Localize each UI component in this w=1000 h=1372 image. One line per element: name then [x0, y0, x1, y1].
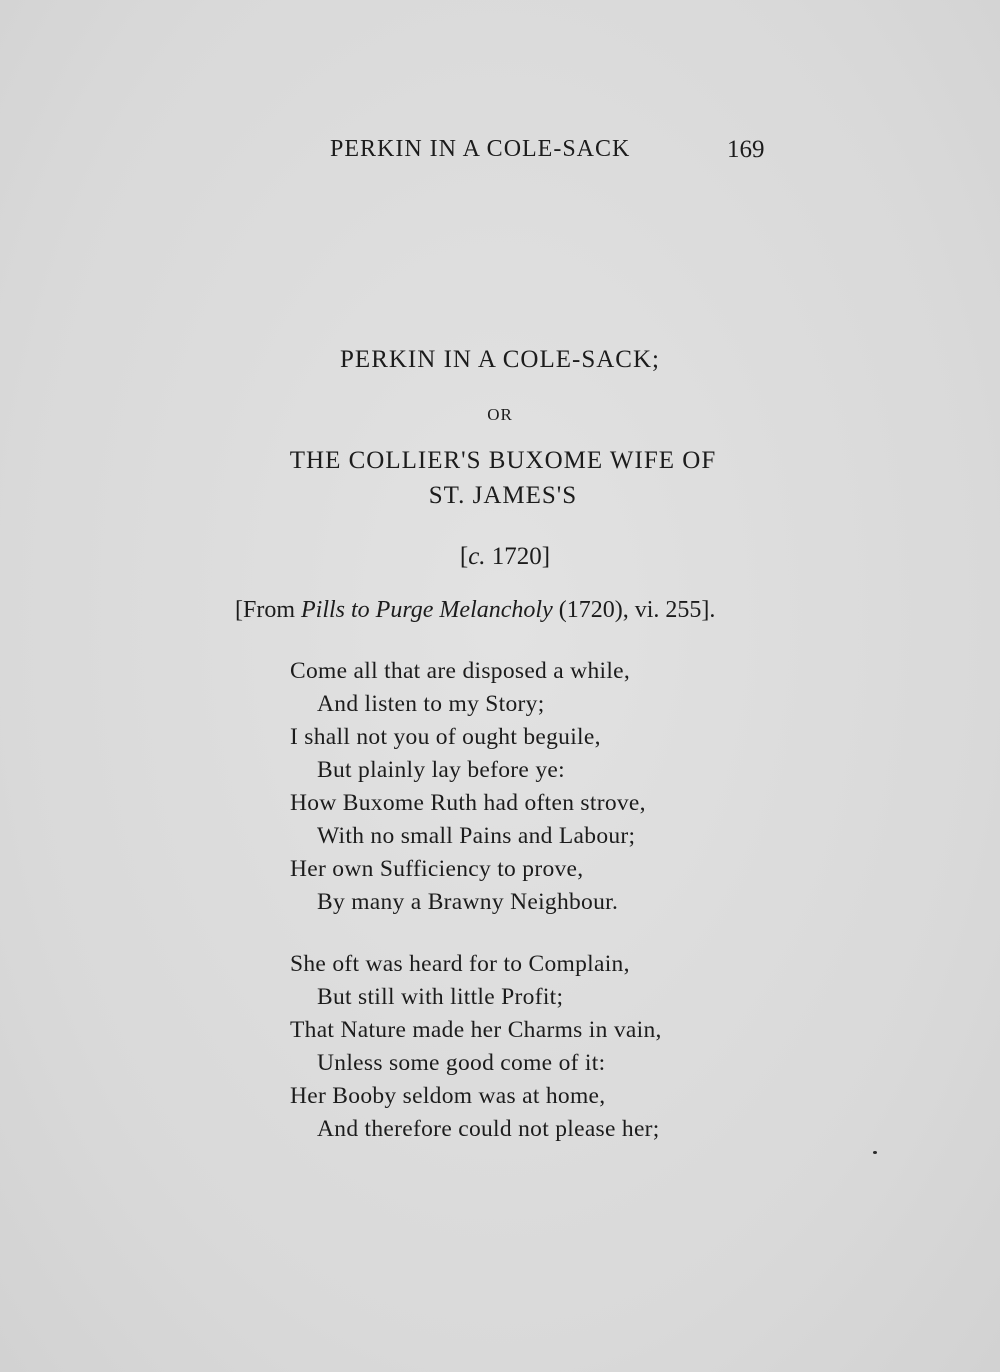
date-circa: c.: [468, 543, 486, 570]
verse-line: By many a Brawny Neighbour.: [317, 889, 619, 915]
verse-line: That Nature made her Charms in vain,: [290, 1017, 662, 1043]
page-number: 169: [727, 136, 765, 163]
source-prefix: [From: [235, 597, 301, 623]
date-year: 1720]: [485, 543, 551, 570]
alternate-title-line-2: ST. JAMES'S: [428, 482, 578, 509]
source-work-title: Pills to Purge Melancholy: [301, 597, 553, 623]
source-suffix: (1720), vi. 255].: [552, 597, 716, 623]
verse-line: And listen to my Story;: [317, 691, 545, 717]
verse-line: How Buxome Ruth had often strove,: [290, 790, 646, 816]
running-title: PERKIN IN A COLE-SACK: [330, 136, 631, 162]
verse-line: Come all that are disposed a while,: [290, 658, 631, 684]
poem-title: PERKIN IN A COLE-SACK;: [340, 346, 660, 373]
verse-line: And therefore could not please her;: [317, 1116, 660, 1142]
stanza-1: [290, 655, 646, 919]
alternate-title-line-1: THE COLLIER'S BUXOME WIFE OF: [289, 447, 717, 474]
title-or: OR: [487, 405, 513, 424]
verse-line: Her own Sufficiency to prove,: [290, 856, 584, 882]
date-line: [5, 543, 1000, 571]
date-bracket-open: [: [459, 543, 469, 570]
verse-line: Unless some good come of it:: [317, 1050, 606, 1076]
ink-speck: [873, 1151, 877, 1154]
verse-line: But plainly lay before ye:: [317, 757, 565, 783]
verse-line: With no small Pains and Labour;: [317, 823, 636, 849]
verse-line: But still with little Profit;: [317, 984, 564, 1010]
verse-line: I shall not you of ought beguile,: [290, 724, 601, 750]
verse-line: She oft was heard for to Complain,: [290, 951, 630, 977]
stanza-2: [290, 948, 662, 1146]
source-note: [235, 597, 715, 624]
verse-line: Her Booby seldom was at home,: [290, 1083, 606, 1109]
